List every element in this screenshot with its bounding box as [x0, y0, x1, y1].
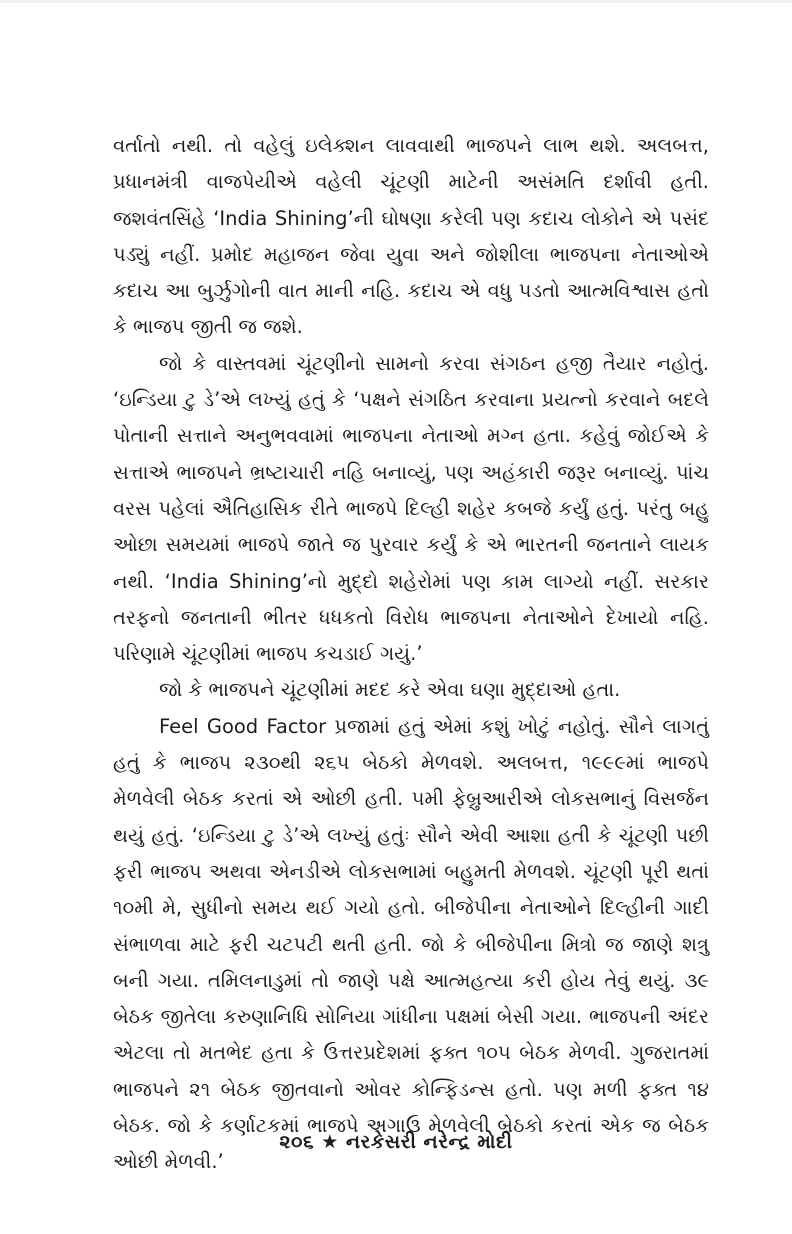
- paragraph-issues: જો કે ભાજપને ચૂંટણીમાં મદદ કરે એવા ઘણા મુદ્દાઓ હતા.: [159, 678, 621, 702]
- page-footer: ૨૦૬ ★ નરકેસરી નરેન્દ્ર મોદી: [279, 1131, 513, 1153]
- paragraph-organisation: જો કે વાસ્તવમાં ચૂંટણીનો સામનો કરવા સંગઠન હજી તૈયાર નહોતું. ‘ઇન્ડિયા ટુ ડે’એ લખ્યું હતું કે ‘પક્ષને સંગઠિત કરવાના પ્રયત્નો કરવાને બદલે પોતાની સત્તાને અનુભવવામાં ભાજપના નેતાઓ મગ્ન હતા. કહેવું જોઈએ કે સત્તાએ ભાજપને ભ્રષ્ટાચારી નહિ બનાવ્યું, પણ અહંકારી જરૂર બનાવ્યું. પાંચ વરસ પહેલાં ઐતિહાસિક રીતે ભાજપે દિલ્હી શહેર કબજે કર્યું હતું. પરંતુ બહુ ઓછા સમયમાં ભાજપે જાતે જ પુરવાર કર્યું કે એ ભારતની જનતાને લાયક નથી. ‘India Shining’નો મુદ્દો શહેરોમાં પણ કામ લાગ્યો નહીં. સરકાર તરફનો જનતાની ભીતર ધધકતો વિરોધ ભાજપના નેતાઓને દેખાયો નહિ. પરિણામે ચૂંટણીમાં ભાજપ કચડાઈ ગયું.’: [113, 351, 709, 666]
- paragraph-feel-good-factor: Feel Good Factor પ્રજામાં હતું એમાં કશું ખોટું નહોતું. સૌને લાગતું હતું કે ભાજપ ૨૩૦થી ૨૬૫ બેઠકો મેળવશે. અલબત્ત, ૧૯૯૯માં ભાજપે મેળવેલી બેઠક કરતાં એ ઓછી હતી. ૫મી ફેબ્રુઆરીએ લોકસભાનું વિસર્જન થયું હતું. ‘ઇન્ડિયા ટુ ડે’એ લખ્યું હતુંઃ સૌને એવી આશા હતી કે ચૂંટણી પછી ફરી ભાજપ અથવા એનડીએ લોકસભામાં બહુમતી મેળવશે. ચૂંટણી પૂરી થતાં ૧૦મી મે, સુધીનો સમય થઈ ગયો હતો. બીજેપીના નેતાઓને દિલ્હીની ગાદી સંભાળવા માટે ફરી ચટપટી થતી હતી. જો કે બીજેપીના મિત્રો જ જાણે શત્રુ બની ગયા. તમિલનાડુમાં તો જાણે પક્ષે આત્મહત્યા કરી હોય તેવું થયું. ૩૯ બેઠક જીતેલા કરુણાનિધિ સોનિયા ગાંધીના પક્ષમાં બેસી ગયા. ભાજપની અંદર એટલા તો મતભેદ હતા કે ઉત્તરપ્રદેશમાં ફક્ત ૧૦૫ બેઠક મેળવી. ગુજરાતમાં ભાજપને ૨૧ બેઠક જીતવાનો ઓવર કોન્ફિડન્સ હતો. પણ મળી ફક્ત ૧૪ બેઠક. જો કે કર્ણાટકમાં ભાજપે અગાઉ મેળવેલી બેઠકો કરતાં એક જ બેઠક ઓછી મેળવી.’: [113, 714, 709, 1174]
- body-text: [113, 128, 709, 1181]
- page-top-edge: [0, 0, 792, 3]
- paragraph-continuation: વર્તાતો નથી. તો વહેલું ઇલેક્શન લાવવાથી ભાજપને લાભ થશે. અલબત્ત, પ્રધાનમંત્રી વાજપેયીએ વહેલી ચૂંટણી માટેની અસંમતિ દર્શાવી હતી. જશવંતસિંહે ‘India Shining’ની ઘોષણા કરેલી પણ કદાચ લોકોને એ પસંદ પડ્યું નહીં. પ્રમોદ મહાજન જેવા યુવા અને જોશીલા ભાજપના નેતાઓએ કદાચ આ બુર્ઝુગોની વાત માની નહિ. કદાચ એ વધુ પડતો આત્મવિશ્વાસ હતો કે ભાજપ જીતી જ જશે.: [113, 134, 709, 339]
